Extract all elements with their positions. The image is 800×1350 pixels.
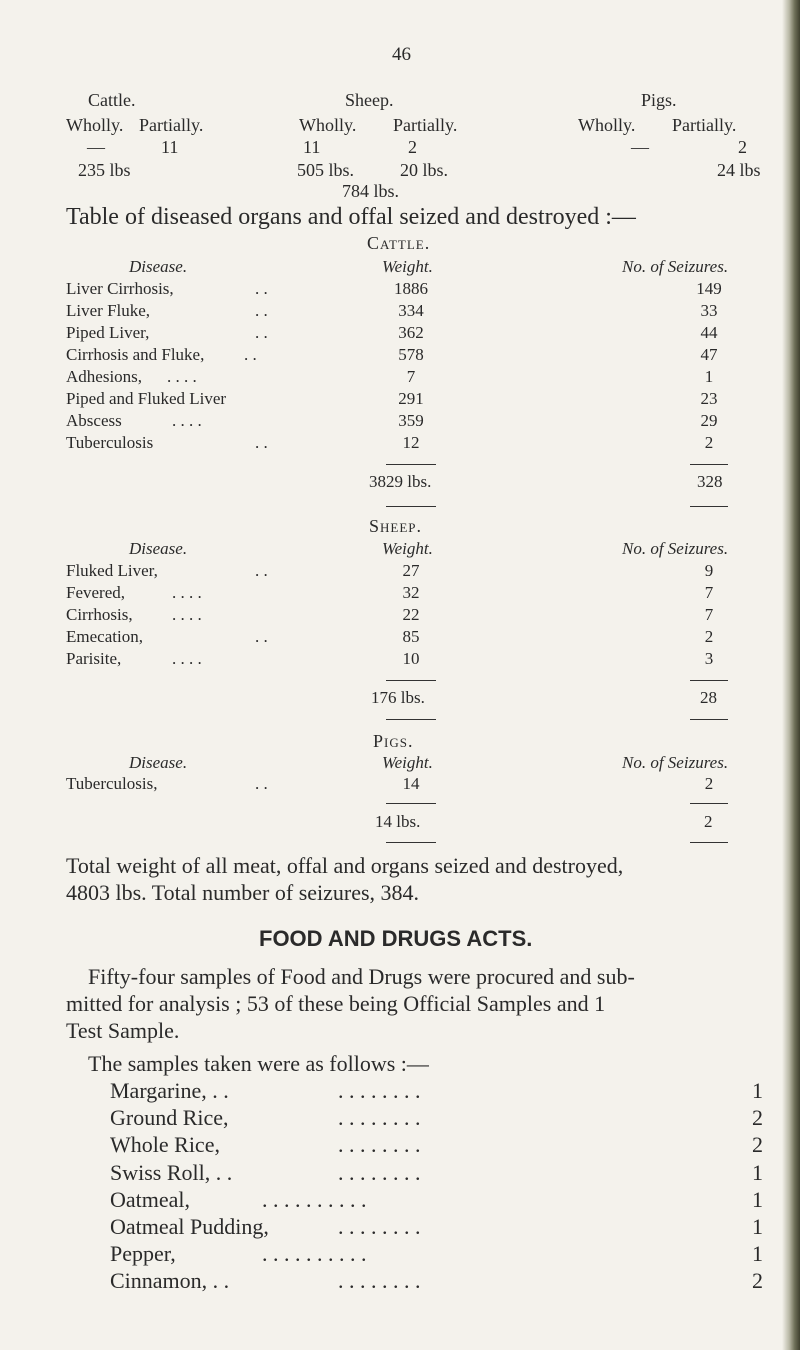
leader-dots: . .: [255, 627, 268, 646]
seizures-value: 2: [704, 433, 714, 452]
table-row: [0, 583, 800, 605]
list-item: [0, 1078, 800, 1103]
sample-name: Cinnamon, . .: [110, 1268, 230, 1293]
table-row: [0, 774, 800, 796]
cattle-weight: 235 lbs: [78, 160, 131, 180]
weight-value: 27: [402, 561, 420, 580]
total-paragraph-line-1: Total weight of all meat, offal and organs seized and destroyed,: [66, 853, 624, 878]
list-item: [0, 1241, 800, 1266]
pigs-total-seizures: 2: [704, 812, 713, 831]
pigs-col-disease: Disease.: [129, 753, 188, 772]
leader-dots: . .: [255, 774, 268, 793]
total-rule: [690, 506, 728, 507]
total-rule: [690, 464, 728, 465]
cattle-partially-count: 11: [161, 137, 179, 157]
disease-name: Tuberculosis: [66, 433, 154, 452]
disease-name: Cirrhosis,: [66, 605, 133, 624]
seizures-value: 23: [700, 389, 718, 408]
seizures-value: 33: [700, 301, 718, 320]
sheep-total-weight: 176 lbs.: [371, 688, 425, 707]
weight-value: 32: [402, 583, 420, 602]
table-row: [0, 433, 800, 455]
disease-name: Liver Fluke,: [66, 301, 151, 320]
disease-name: Fevered,: [66, 583, 126, 602]
table-row: [0, 389, 800, 411]
cattle-total-seizures: 328: [697, 472, 723, 491]
leader-dots: . . . . . . . .: [338, 1078, 421, 1103]
leader-dots: . . . .: [172, 605, 202, 624]
sample-name: Whole Rice,: [110, 1132, 220, 1157]
leader-dots: . . . .: [172, 411, 202, 430]
list-item: [0, 1105, 800, 1130]
cattle-partially-header: Partially.: [139, 115, 204, 135]
cattle-label: Cattle.: [88, 90, 136, 110]
table-row: [0, 323, 800, 345]
disease-name: Piped and Fluked Liver: [66, 389, 227, 408]
table-row: [0, 561, 800, 583]
leader-dots: . .: [255, 323, 268, 342]
pigs-total-weight: 14 lbs.: [375, 812, 421, 831]
pigs-label: Pigs.: [641, 90, 677, 110]
sheep-total-weight: 784 lbs.: [342, 181, 400, 201]
total-rule: [690, 803, 728, 804]
sheep-partially-header: Partially.: [393, 115, 458, 135]
leader-dots: . .: [244, 345, 257, 364]
table-row: [0, 627, 800, 649]
sample-name: Swiss Roll, . .: [110, 1160, 233, 1185]
sample-count: 1: [752, 1187, 763, 1212]
pigs-partially-header: Partially.: [672, 115, 737, 135]
total-rule: [690, 719, 728, 720]
sample-name: Oatmeal,: [110, 1187, 191, 1212]
table-row: [0, 279, 800, 301]
sheep-label: Sheep.: [345, 90, 394, 110]
food-paragraph-line-1: Fifty-four samples of Food and Drugs were procured and sub-: [88, 964, 635, 989]
table-row: [0, 367, 800, 389]
sample-count: 1: [752, 1160, 763, 1185]
seizures-value: 9: [704, 561, 714, 580]
sheep-wholly-count: 11: [303, 137, 321, 157]
disease-name: Cirrhosis and Fluke,: [66, 345, 205, 364]
seizures-value: 44: [700, 323, 718, 342]
leader-dots: . . . .: [167, 367, 197, 386]
food-paragraph-line-3: Test Sample.: [66, 1018, 180, 1043]
seizures-value: 7: [704, 605, 714, 624]
weight-value: 1886: [394, 279, 428, 298]
seizures-value: 1: [704, 367, 714, 386]
weight-value: 334: [398, 301, 424, 320]
total-rule: [386, 680, 436, 681]
disease-name: Parisite,: [66, 649, 122, 668]
sheep-partially-count: 2: [408, 137, 417, 157]
table-row: [0, 301, 800, 323]
pigs-weight: 24 lbs: [717, 160, 761, 180]
list-item: [0, 1160, 800, 1185]
leader-dots: . .: [255, 279, 268, 298]
disease-name: Liver Cirrhosis,: [66, 279, 174, 298]
sheep-wholly-header: Wholly.: [299, 115, 357, 135]
sample-count: 1: [752, 1214, 763, 1239]
seizures-value: 2: [704, 627, 714, 646]
sample-count: 1: [752, 1241, 763, 1266]
seizures-value: 7: [704, 583, 714, 602]
sample-count: 2: [752, 1268, 763, 1293]
seizures-value: 2: [704, 774, 714, 793]
sample-name: Oatmeal Pudding,: [110, 1214, 269, 1239]
list-item: [0, 1187, 800, 1212]
sample-count: 2: [752, 1132, 763, 1157]
leader-dots: . . . . . . . . . .: [262, 1187, 367, 1212]
leader-dots: . . . . . . . .: [338, 1214, 421, 1239]
weight-value: 85: [402, 627, 420, 646]
sample-name: Ground Rice,: [110, 1105, 229, 1130]
weight-value: 10: [402, 649, 420, 668]
disease-name: Piped Liver,: [66, 323, 150, 342]
total-rule: [386, 842, 436, 843]
total-rule: [386, 719, 436, 720]
sheep-col-disease: Disease.: [129, 539, 188, 558]
total-rule: [690, 680, 728, 681]
weight-value: 291: [398, 389, 424, 408]
pigs-col-weight: Weight.: [382, 753, 433, 772]
total-paragraph-line-2: 4803 lbs. Total number of seizures, 384.: [66, 880, 420, 905]
leader-dots: . . . .: [172, 583, 202, 602]
leader-dots: . . . . . . . .: [338, 1132, 421, 1157]
list-item: [0, 1268, 800, 1293]
weight-value: 359: [398, 411, 424, 430]
seizures-value: 29: [700, 411, 718, 430]
pigs-wholly-count: —: [631, 137, 649, 157]
food-paragraph-line-2: mitted for analysis ; 53 of these being Official Samples and 1: [66, 991, 606, 1016]
list-item: [0, 1132, 800, 1157]
page-number: 46: [392, 44, 411, 65]
leader-dots: . .: [255, 301, 268, 320]
leader-dots: . .: [255, 561, 268, 580]
sample-name: Pepper,: [110, 1241, 176, 1266]
cattle-total-weight: 3829 lbs.: [369, 472, 432, 491]
leader-dots: . . . . . . . .: [338, 1268, 421, 1293]
weight-value: 14: [402, 774, 420, 793]
total-rule: [386, 506, 436, 507]
total-rule: [690, 842, 728, 843]
table-row: [0, 605, 800, 627]
disease-name: Emecation,: [66, 627, 143, 646]
seizures-value: 47: [700, 345, 718, 364]
sheep-col-weight: Weight.: [382, 539, 433, 558]
sheep-total-seizures: 28: [700, 688, 717, 707]
samples-intro: The samples taken were as follows :—: [88, 1051, 429, 1076]
leader-dots: . . . . . . . .: [338, 1105, 421, 1130]
total-rule: [386, 803, 436, 804]
pigs-partially-count: 2: [738, 137, 747, 157]
weight-value: 7: [406, 367, 416, 386]
cattle-wholly-count: —: [87, 137, 105, 157]
disease-name: Tuberculosis,: [66, 774, 158, 793]
table-title: Table of diseased organs and offal seized and destroyed :—: [66, 204, 636, 230]
food-heading: FOOD AND DRUGS ACTS.: [259, 926, 533, 951]
weight-value: 578: [398, 345, 424, 364]
pigs-col-seizures: No. of Seizures.: [622, 753, 729, 772]
table-row: [0, 411, 800, 433]
list-item: [0, 1214, 800, 1239]
disease-name: Abscess: [66, 411, 122, 430]
cattle-col-disease: Disease.: [129, 257, 188, 276]
seizures-value: 3: [704, 649, 714, 668]
pigs-wholly-header: Wholly.: [578, 115, 636, 135]
leader-dots: . . . . . . . .: [338, 1160, 421, 1185]
sheep-col-seizures: No. of Seizures.: [622, 539, 729, 558]
table-row: [0, 345, 800, 367]
disease-name: Adhesions,: [66, 367, 143, 386]
sample-count: 2: [752, 1105, 763, 1130]
sheep-heading: Sheep.: [369, 516, 423, 536]
sample-count: 1: [752, 1078, 763, 1103]
cattle-col-weight: Weight.: [382, 257, 433, 276]
leader-dots: . . . .: [172, 649, 202, 668]
weight-value: 22: [402, 605, 420, 624]
pigs-heading: Pigs.: [373, 731, 414, 751]
sample-name: Margarine, . .: [110, 1078, 229, 1103]
weight-value: 362: [398, 323, 424, 342]
cattle-heading: Cattle.: [367, 233, 431, 253]
disease-name: Fluked Liver,: [66, 561, 158, 580]
sheep-wholly-weight: 505 lbs.: [297, 160, 355, 180]
leader-dots: . .: [255, 433, 268, 452]
leader-dots: . . . . . . . . . .: [262, 1241, 367, 1266]
total-rule: [386, 464, 436, 465]
weight-value: 12: [402, 433, 420, 452]
sheep-partially-weight: 20 lbs.: [400, 160, 449, 180]
cattle-wholly-header: Wholly.: [66, 115, 124, 135]
cattle-col-seizures: No. of Seizures.: [622, 257, 729, 276]
seizures-value: 149: [696, 279, 722, 298]
table-row: [0, 649, 800, 671]
